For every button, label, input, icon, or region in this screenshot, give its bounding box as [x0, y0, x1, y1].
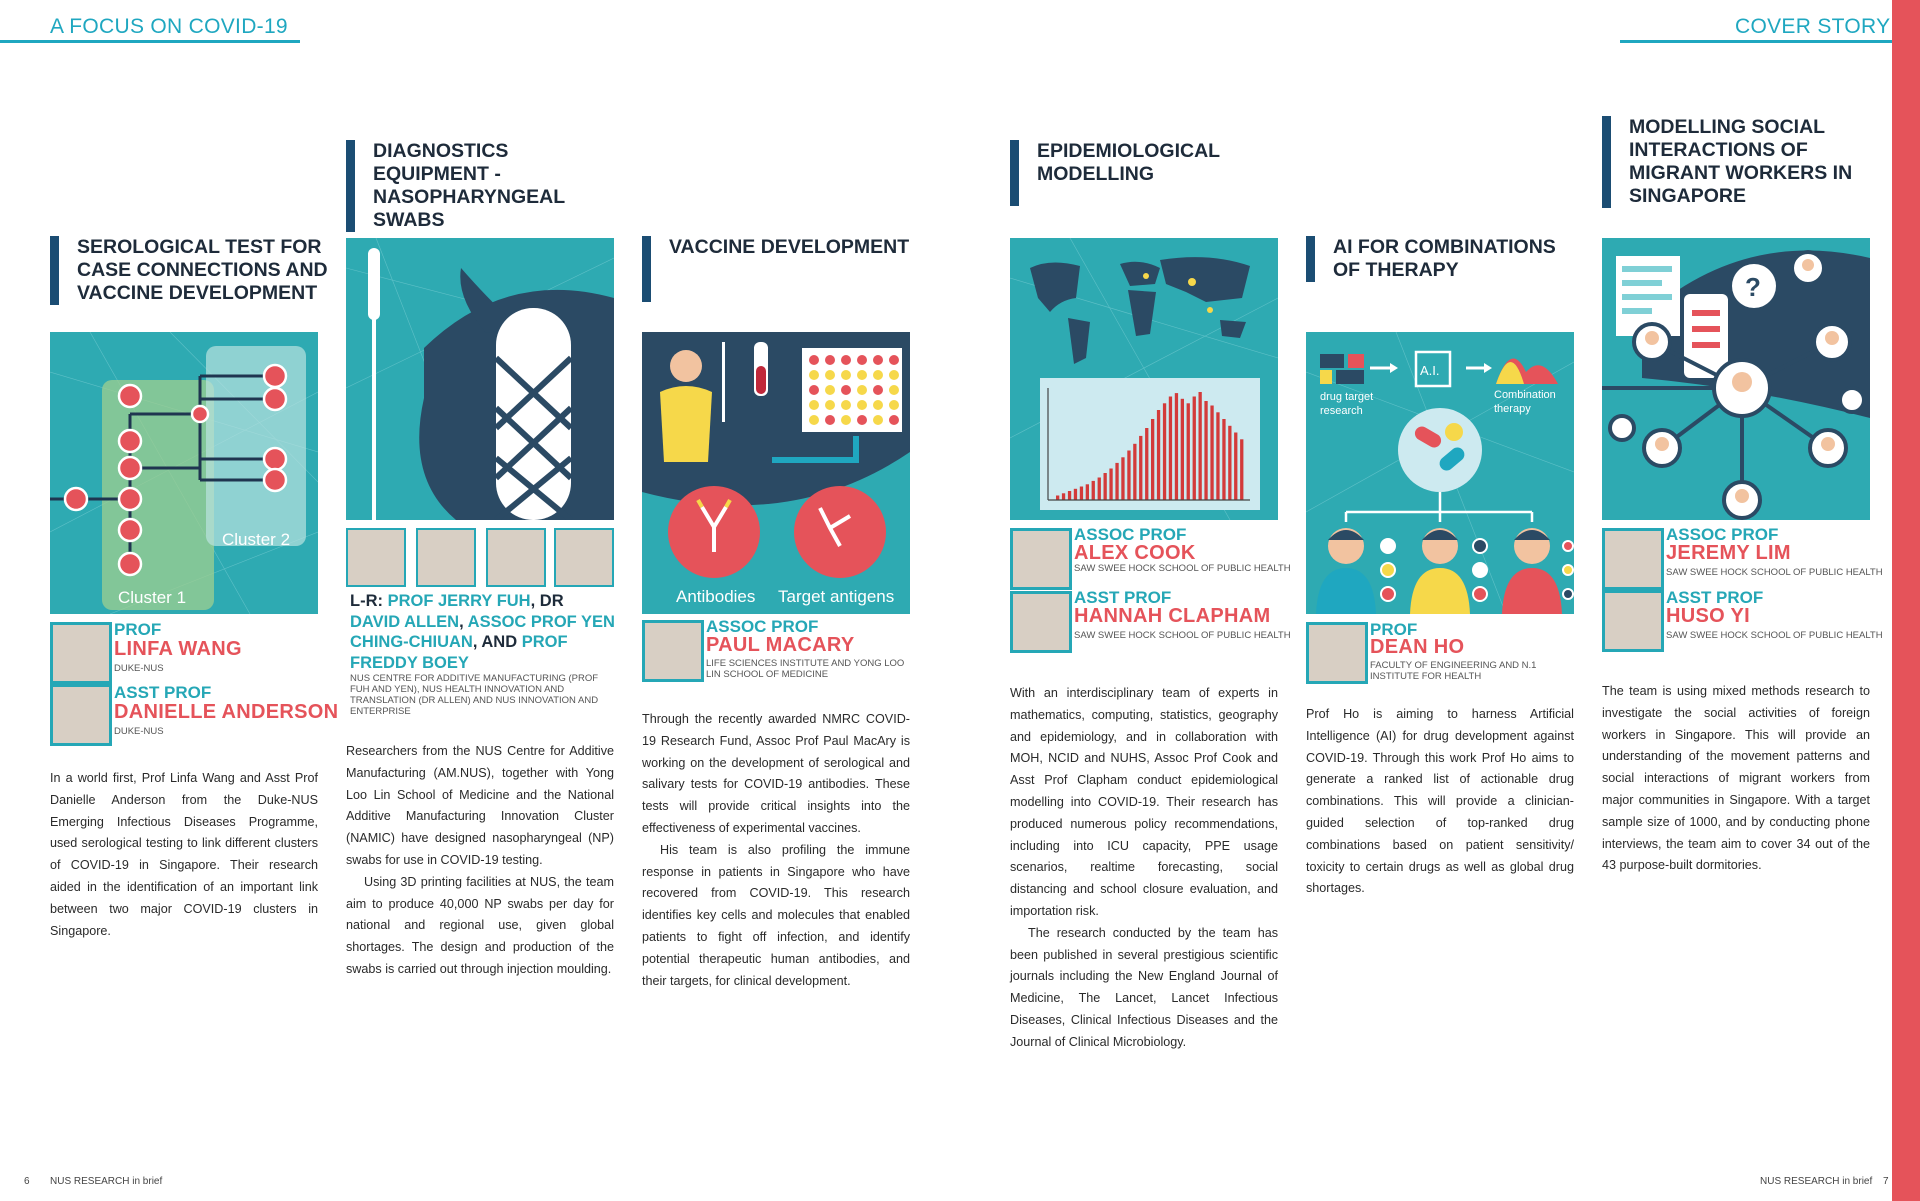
col5-body [1306, 704, 1574, 900]
swab-illustration [346, 238, 614, 520]
portrait-photo [50, 684, 112, 746]
cluster-illustration [50, 332, 318, 614]
col2-title: DIAGNOSTICS EQUIPMENT - NASOPHARYNGEAL SWABS [346, 140, 623, 232]
cluster-diagram [50, 332, 318, 614]
epidemic-chart [1010, 238, 1278, 520]
caption-name: ASSOC PROF YEN CHING-CHIUAN [350, 612, 615, 651]
caption-sep: , DR [530, 592, 564, 610]
header-rule-right [1620, 40, 1892, 43]
portrait-photo [50, 622, 112, 684]
epi-bar [1228, 426, 1231, 500]
cluster-2-label: Cluster 2 [222, 530, 291, 549]
ai-chip-label: A.I. [1420, 363, 1440, 378]
epi-bar [1080, 487, 1083, 501]
person-affiliation: FACULTY OF ENGINEERING AND N.1 INSTITUTE FOR HEALTH [1370, 660, 1537, 682]
page-edge-bar [1892, 0, 1920, 1201]
epi-bar [1068, 491, 1071, 500]
portrait-photo [1306, 622, 1368, 684]
epi-bar [1216, 412, 1219, 500]
person-name: HANNAH CLAPHAM [1074, 605, 1271, 627]
portrait-photo [346, 528, 406, 587]
epi-bar [1133, 444, 1136, 500]
header-rule-left [0, 40, 300, 43]
ai-label-drug: drug target [1320, 391, 1374, 403]
person-name: ALEX COOK [1074, 542, 1196, 564]
person-rank: ASSOC PROF [1074, 525, 1187, 544]
epi-bar [1092, 481, 1095, 500]
portrait-photo [1010, 528, 1072, 590]
portrait-photo [642, 620, 704, 682]
person-affiliation: DUKE-NUS [114, 726, 164, 737]
epi-bar [1056, 496, 1059, 501]
caption-lr: L-R: [350, 592, 383, 610]
person-affiliation: SAW SWEE HOCK SCHOOL OF PUBLIC HEALTH [1666, 630, 1883, 641]
question-mark: ? [1745, 272, 1761, 302]
epi-bar [1181, 399, 1184, 500]
caption-affiliation: NUS CENTRE FOR ADDITIVE MANUFACTURING (PROF FUH AND YEN), NUS HEALTH INNOVATION AND TRANSLATION (DR ALLEN) AND NUS INNOVATION AND ENTERPRISE [350, 673, 599, 717]
paragraph: Prof Ho is aiming to harness Artificial Intelligence (AI) for drug development against COVID-19. Through this work Prof Ho aims to generate a ranked list of actionable drug combinations. This will provide a clinician-guided selection of top-ranked drug combinations based on patient sensitivity/ toxicity to certain drugs as well as global drug shortages. [1306, 707, 1574, 896]
epi-bar [1175, 393, 1178, 500]
epi-bar [1127, 451, 1130, 501]
col3-title: VACCINE DEVELOPMENT [642, 236, 914, 302]
epi-bar [1145, 428, 1148, 500]
col1-body [50, 768, 318, 942]
person-affiliation: SAW SWEE HOCK SCHOOL OF PUBLIC HEALTH [1074, 630, 1291, 641]
ai-label-therapy: therapy [1494, 403, 1531, 415]
epi-bar [1193, 397, 1196, 501]
col1-title: SEROLOGICAL TEST FOR CASE CONNECTIONS AND VACCINE DEVELOPMENT [50, 236, 332, 305]
paragraph: The research conducted by the team has been published in several prestigious scientific journals including the New England Journal of Medicine, The Lancet, Lancet Infectious Diseases, Clinical Infectious Diseases and the Journal of Clinical Microbiology. [1010, 925, 1278, 1049]
caption-sep: , [459, 612, 468, 631]
col4-title: EPIDEMIOLOGICAL MODELLING [1010, 140, 1282, 206]
paragraph: The team is using mixed methods research to investigate the social activities of foreign workers in Singapore. This will provide an understanding of the movement patterns and social interactions of migrant workers from major communities in Singapore. With a target sample size of 1000, and by conducting phone interviews, the team aim to cover 34 out of the 43 purpose-built dormitories. [1602, 684, 1870, 873]
paragraph: Using 3D printing facilities at NUS, the team aim to produce 40,000 NP swabs per day for national and regional use, given global shortages. The design and production of the swabs is carried out through injection moulding. [346, 874, 614, 976]
cluster-1-label: Cluster 1 [118, 588, 187, 607]
portrait-photo [1602, 590, 1664, 652]
social-network-illustration [1602, 238, 1870, 520]
epidemiology-illustration [1010, 238, 1278, 520]
photo-caption-names [350, 591, 618, 673]
paragraph: His team is also profiling the immune response in patients in Singapore who have recovered from COVID-19. This research identifies key cells and molecules that enabled patients to fight off infection, and identify potential therapeutic human antibodies, and their targets, for clinical development. [642, 842, 910, 988]
person-rank: PROF [114, 620, 162, 639]
ai-graphic [1306, 332, 1574, 614]
person-name: JEREMY LIM [1666, 542, 1791, 564]
caption-name: DAVID ALLEN [350, 612, 460, 631]
caption-name: PROF FREDDY BOEY [350, 633, 568, 672]
portrait-photo [1602, 528, 1664, 590]
portrait-photo [554, 528, 614, 587]
footer-text-right: NUS RESEARCH in brief [1760, 1176, 1873, 1187]
caption-name: PROF JERRY FUH [387, 592, 531, 610]
person-rank: ASST PROF [114, 683, 212, 702]
epi-bar [1222, 419, 1225, 500]
epi-bar [1062, 493, 1065, 500]
col5-title: AI FOR COMBINATIONS OF THERAPY [1306, 236, 1583, 282]
person-name: PAUL MACARY [706, 634, 855, 656]
epi-bar [1157, 410, 1160, 500]
epi-bar [1169, 397, 1172, 501]
portrait-photo [486, 528, 546, 587]
page-number-right: 7 [1883, 1176, 1889, 1187]
ai-label-research: research [1320, 405, 1363, 417]
col3-body [642, 709, 910, 992]
epi-bar [1151, 419, 1154, 500]
person-rank: ASSOC PROF [1666, 525, 1779, 544]
paragraph: With an interdisciplinary team of experts in mathematics, computing, statistics, geography and epidemiology, and in collaboration with MOH, NCID and NUHS, Assoc Prof Cook and Asst Prof Clapham conduct epidemiological modelling into COVID-19. Their research has produced numerous policy recommendations, including into ICU capacity, PPE usage scenarios, realtime forecasting, social distancing and school closure evaluation, and importation risk. [1010, 686, 1278, 918]
vaccine-illustration [642, 332, 910, 614]
antigens-label: Target antigens [778, 587, 895, 606]
epi-bar [1210, 406, 1213, 501]
epi-bar [1109, 469, 1112, 501]
person-rank: PROF [1370, 620, 1418, 639]
story-label: COVER STORY [1735, 15, 1891, 38]
person-rank: ASST PROF [1666, 588, 1764, 607]
person-name: HUSO YI [1666, 605, 1750, 627]
epi-bar [1199, 392, 1202, 500]
col6-body [1602, 681, 1870, 877]
epi-bar [1086, 484, 1089, 500]
antibodies-label: Antibodies [676, 587, 756, 606]
person-affiliation: DUKE-NUS [114, 663, 164, 674]
paragraph: In a world first, Prof Linfa Wang and Asst Prof Danielle Anderson from the Duke-NUS Emerging Infectious Diseases Programme, used serological testing to link different clusters of COVID-19 in Singapore. Their research aided in the identification of an important link between two major COVID-19 clusters in Singapore. [50, 771, 318, 938]
paragraph: Researchers from the NUS Centre for Additive Manufacturing (AM.NUS), together with Yong Loo Lin School of Medicine and the National Additive Manufacturing Innovation Cluster (NAMIC) have designed nasopharyngeal (NP) swabs for use in COVID-19 testing. [346, 744, 614, 867]
page-number-left: 6 [24, 1176, 30, 1187]
portrait-photo [1010, 591, 1072, 653]
caption-sep: , AND [472, 633, 522, 651]
epi-bar [1204, 401, 1207, 500]
swab-graphic [346, 238, 614, 520]
epi-bar [1139, 436, 1142, 500]
section-label: A FOCUS ON COVID-19 [50, 15, 288, 38]
person-rank: ASST PROF [1074, 588, 1172, 607]
epi-bar [1234, 433, 1237, 501]
person-name: LINFA WANG [114, 638, 242, 660]
person-name: DEAN HO [1370, 636, 1465, 658]
col6-title: MODELLING SOCIAL INTERACTIONS OF MIGRANT WORKERS IN SINGAPORE [1602, 116, 1879, 208]
footer-text-left: NUS RESEARCH in brief [50, 1176, 163, 1187]
paragraph: Through the recently awarded NMRC COVID-19 Research Fund, Assoc Prof Paul MacAry is working on the development of serological and salivary tests for COVID-19 antibodies. These tests will provide critical insights into the effectiveness of experimental vaccines. [642, 712, 910, 835]
ai-illustration [1306, 332, 1574, 614]
person-affiliation: SAW SWEE HOCK SCHOOL OF PUBLIC HEALTH [1666, 567, 1883, 578]
person-rank: ASSOC PROF [706, 617, 819, 636]
social-graphic [1602, 238, 1870, 520]
epi-bar [1104, 473, 1107, 500]
epi-bar [1098, 478, 1101, 501]
epi-bar [1115, 463, 1118, 500]
epi-bar [1121, 457, 1124, 500]
col4-body [1010, 683, 1278, 1054]
col2-body [346, 741, 614, 981]
person-name: DANIELLE ANDERSON [114, 701, 339, 723]
person-affiliation: SAW SWEE HOCK SCHOOL OF PUBLIC HEALTH [1074, 563, 1291, 574]
epi-bar [1187, 403, 1190, 500]
portrait-photo [416, 528, 476, 587]
epi-bar [1163, 403, 1166, 500]
person-affiliation: LIFE SCIENCES INSTITUTE AND YONG LOO LIN SCHOOL OF MEDICINE [706, 658, 905, 680]
epi-bar [1074, 489, 1077, 500]
vaccine-graphic [642, 332, 910, 614]
epi-bar [1240, 439, 1243, 500]
ai-label-combo: Combination [1494, 389, 1556, 401]
